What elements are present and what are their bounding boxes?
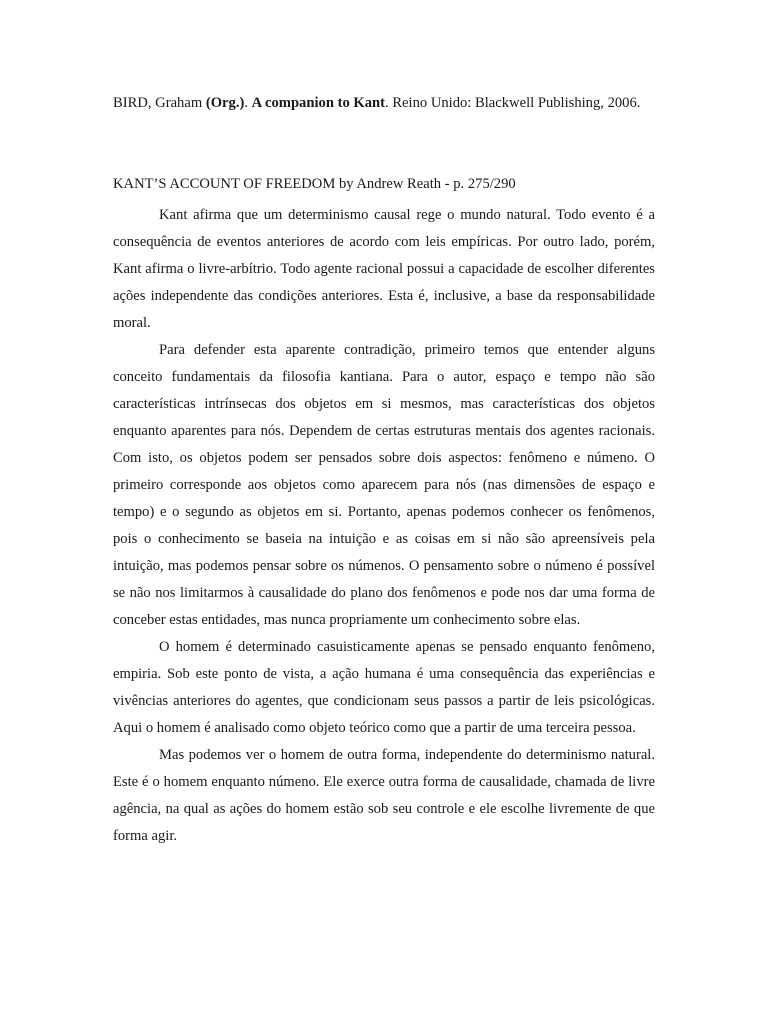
paragraph: Mas podemos ver o homem de outra forma, independente do determinismo natural. Este é o homem enquanto númeno. Ele exerce outra forma de causalidade, chamada de livre agência, na qual as ações do homem estão sob seu controle e ele escolhe livremente de que forma agir. xyxy=(113,747,655,844)
paragraph: O homem é determinado casuisticamente apenas se pensado enquanto fenômeno, empiria. Sob este ponto de vista, a ação humana é uma consequência das experiências e vivências anteriores do agentes, que condicionam seus passos a partir de leis psicológicas. Aqui o homem é analisado como objeto teórico como que a partir de uma terceira pessoa. xyxy=(113,639,655,736)
bibliographic-reference xyxy=(113,94,655,113)
reference-org: (Org.) xyxy=(205,95,245,111)
paragraph: Para defender esta aparente contradição, primeiro temos que entender alguns conceito fundamentais da filosofia kantiana. Para o autor, espaço e tempo não são características intrínsecas dos objetos em si mesmos, mas características dos objetos enquanto aparentes para nós. Dependem de certas estruturas mentais dos agentes racionais. Com isto, os objetos podem ser pensados sobre dois aspectos: fenômeno e númeno. O primeiro corresponde aos objetos como aparecem para nós (nas dimensões de espaço e tempo) e o segundo as objetos em si. Portanto, apenas podemos conhecer os fenômenos, pois o conhecimento se baseia na intuição e as coisas em si não são apreensíveis pela intuição, mas podemos pensar sobre os númenos. O pensamento sobre o númeno é possível se não nos limitarmos à causalidade do plano dos fenômenos e pode nos dar uma forma de conceber estas entidades, mas nunca propriamente um conhecimento sobre elas. xyxy=(113,342,655,628)
reference-separator: . xyxy=(244,95,252,111)
reference-publisher: . Reino Unido: Blackwell Publishing, 2006. xyxy=(385,95,641,111)
reference-book-title: A companion to Kant xyxy=(251,95,386,111)
paragraph: Kant afirma que um determinismo causal rege o mundo natural. Todo evento é a consequência de eventos anteriores de acordo com leis empíricas. Por outro lado, porém, Kant afirma o livre-arbítrio. Todo agente racional possui a capacidade de escolher diferentes ações independente das condições anteriores. Esta é, inclusive, a base da responsabilidade moral. xyxy=(113,207,655,331)
body-text xyxy=(113,202,655,850)
reference-author: BIRD, Graham xyxy=(113,95,206,111)
article-heading: KANT’S ACCOUNT OF FREEDOM by Andrew Reath - p. 275/290 xyxy=(113,176,516,192)
